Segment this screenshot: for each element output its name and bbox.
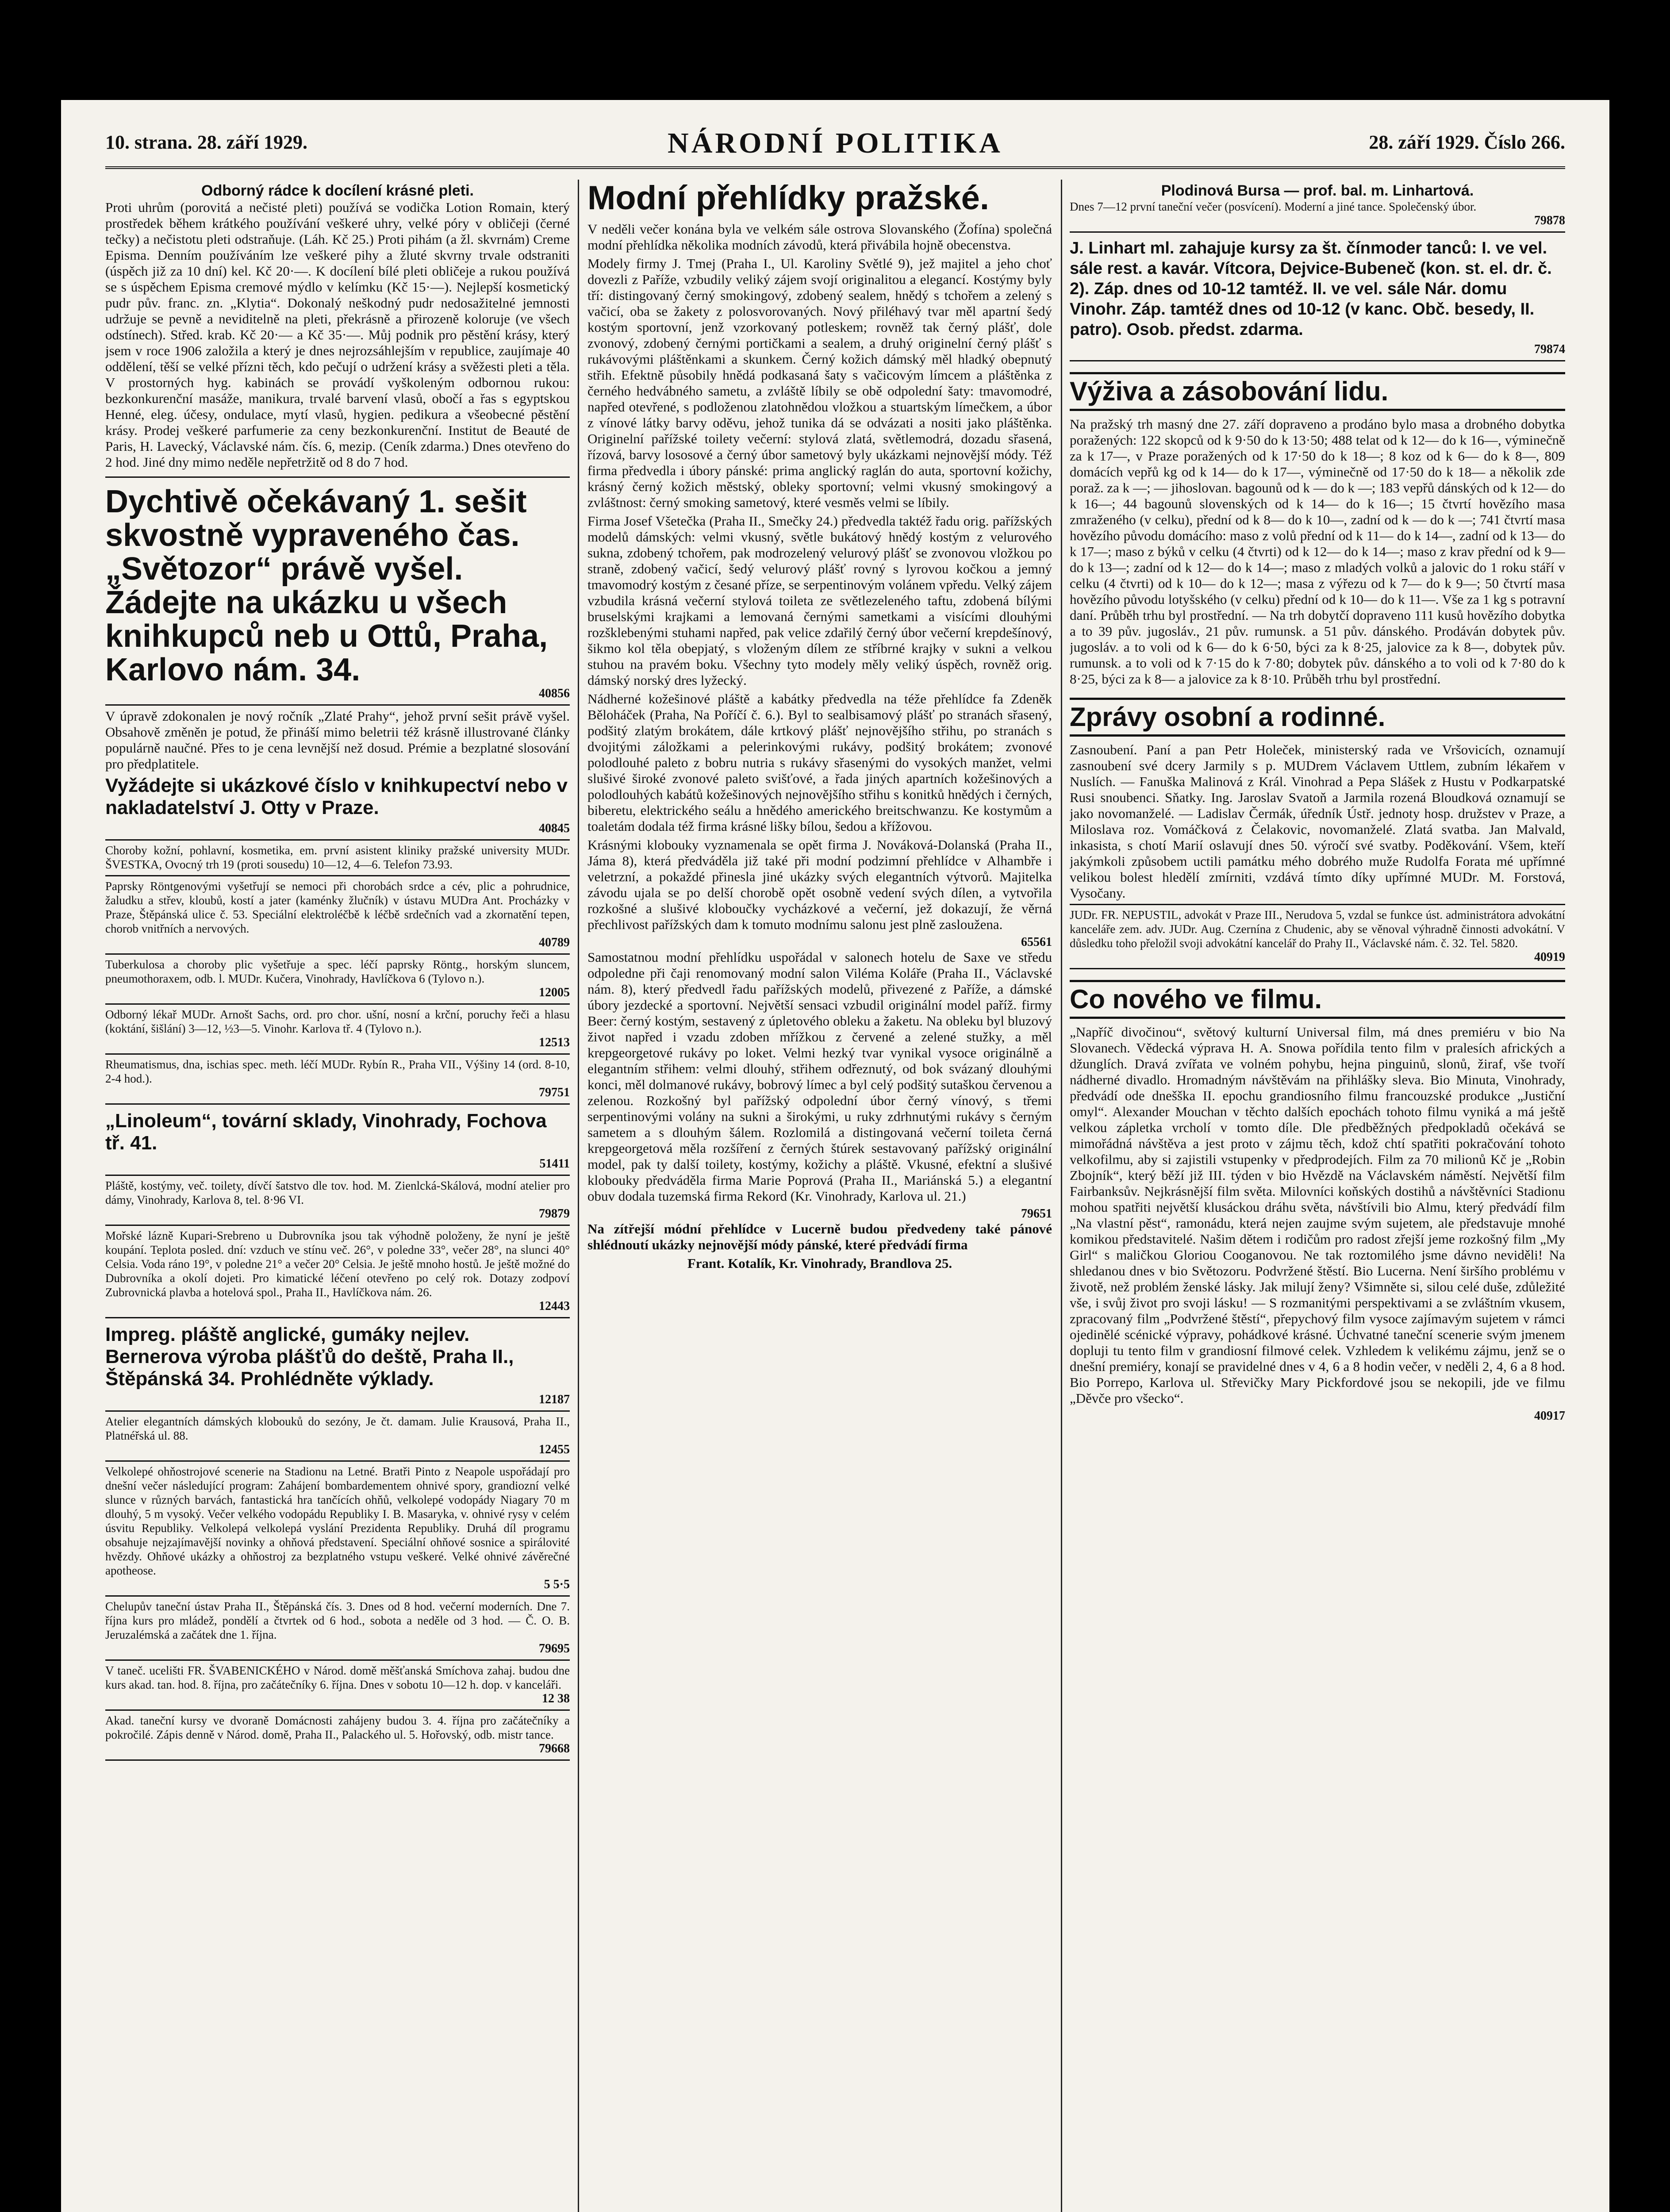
ad-text: V taneč. ucelišti FR. ŠVABENICKÉHO v Národ. domě měšťanská Smíchova zahaj. budou dne kurs akad. tan. hod. 8. října, pro začátečníky 6. října. Dnes v sobotu 10—12 h. dop. v kanceláři. — [105, 1664, 570, 1691]
ad-number: 12513 — [539, 1036, 570, 1049]
article-headline: Modní přehlídky pražské. — [587, 180, 989, 217]
ad-text: JUDr. FR. NEPUSTIL, advokát v Praze III., Nerudova 5, vzdal se funkce úst. administrátora advokátní kanceláře zem. adv. JUDr. Aug. Czernína z Chudenic, aby se věnoval výhradně činnosti advokátní. V důsledku toho přeložil svoji advokátní kancelář do Prahy II., Václavské nám. č. 32. Tel. 5820. — [1070, 908, 1565, 950]
ad-number: 79874 — [1534, 342, 1565, 356]
article-paragraph: Nádherné kožešinové pláště a kabátky předvedla na téže přehlídce fa Zdeněk Běloháček (Praha, Na Poříčí č. 6.). Byl to sealbisamový plášť po stranách sřasený, podšitý zlatým brokátem, dále krtkový plášť nejnovějšího střihu, po stranách s dvojitými záložkami a pelerinkovými rukávy, podšitý brokátem; zvonové polodlouhé paleto z bobru nutria s rukávy sřasenými do vysokých manžet, velmi slušivé široké zvonové paleto svišťové, a řada jiných apartních kožešinových a polodlouhých kabátů kožešinových nejnovějšího střihu s konitků hnědých i černých, biberetu, elektrického seálu a hnědého amerického breitschwanzu. Ke kostymům a toaletám dodala též firma krásné lišky bílou, šedou a křížovou. — [587, 691, 1052, 834]
ad-title: Odborný rádce k docílení krásné pleti. — [201, 182, 474, 199]
ad-sachs — [105, 1005, 570, 1055]
newspaper-page — [61, 100, 1609, 2212]
ad-text: Proti uhrům (porovitá a nečisté pleti) používá se vodička Lotion Romain, který prostředek během krátkého používání veškeré uhry, velké póry v obličeji (černé tečky) a nečistotu pleti odstraňuje. (Láh. Kč 25.) Proti pihám (a žl. skvrnám) Creme Episma. Denním používáním lze veškeré pihy a žluté skvrny trvale odstraniti (úspěch již za 10 dní) kel. Kč 20·—. K docílení bílé pleti obličeje a rukou používá se s úspěchem Episma cremové mýdlo v kelímku (Kč 15·—). Nejlepší kosmetický pudr pův. franc. zn. „Klytia“. Dokonalý neškodný pudr nedosažitelné jemnosti udržuje se pevně a neviditelně na pleti, překrásně a přirozeně koloruje (ve všech odstínech). Střed. krab. Kč 20·— a Kč 35·—. Můj podnik pro pěstění krásy, který jsem v roce 1906 založila a který je dnes nejrozsáhlejším v republice, zaujímaje 40 oddělení, těší se velké přízni těch, kdo pečují o udržení krásy a svěžesti pleti a těla. V prostorných hyg. kabinách se provádí vyškoleným odbornou rukou: bezkonkurenční masáže, manikura, trvalé barvení vlasů, obočí a řas s egyptskou Henné, eleg. účesy, ondulace, mytí vlasů, hygien. pedikura a všeobecné pěstění krásy. Prodej veškeré parfumerie za ceny bezkonkurenční. Institut de Beauté de Paris, H. Lavecký, Václavské nám. čís. 6, mezip. (Ceník zdarma.) Dnes otevřeno do 2 hod. Jiné dny mimo neděle nepřetržitě od 8 do 7 hod. — [105, 200, 570, 470]
column-fashion — [587, 180, 1052, 2212]
ad-nepustil — [1070, 904, 1565, 969]
ad-zlata-praha — [105, 706, 570, 841]
article-paragraph: V neděli večer konána byla ve velkém sále ostrova Slovanského (Žofína) společná modní přehlídka několika modních závodů, která přivábila hojně obecenstva. — [587, 221, 1052, 253]
ad-tuberkulosa — [105, 955, 570, 1005]
ad-number: 51411 — [539, 1157, 570, 1171]
ad-text: Paprsky Röntgenovými vyšetřují se nemoci při chorobách srdce a cév, plic a pohrudnice, žaludku a střev, kloubů, kostí a jater (kaménky žlučník) v ústavu MUDra Ant. Procházky v Praze, Štěpánská ulice č. 53. Speciální elektroléčbě k léčbě srdečních vad a zkornatění tepen, chorob vnitřních a nervových. — [105, 879, 570, 935]
section-text: Na pražský trh masný dne 27. září dopraveno a prodáno bylo masa a drobného dobytka poražených: 122 skopců od k 9·50 do k 13·50; 488 telat od k 12— do k 16—, výminečně za k 17—, v Praze poražených od k 17·50 do k 18—; 8 koz od k 6— do k 8—, 809 domácích vepřů kg od k 14— do k 17—, výminečně od 17·50 do k 18— a několik zde poraž. za k —; — jihoslovan. bagounů od k — do k —; 183 vepřů dánských od k 12— do k 16—; 44 bagounů slovenských od k 14— do k 16—; 15 čtvrtí hovězího masa zmraženého (v celku), přední od k 8— do k 10—, zadní od k — do k —; 741 čtvrtí masa hovězího původu domácího: maso z volů přední od k 11— do k 14—, zadní od k 13— do k 17—; maso z býků v celku (4 čtvrti) od k 12— do k 14—; maso z krav přední od k 9— do k 13—; zadní od k 12— do k 14—; maso z mladých volků a jalovic do 1 roku stáří v celku (4 čtvrti) od k 10— do k 12—; masa z výřezu od k 7— do k 9—; 50 čtvrtí masa hovězího původu lotyšského (v celku) přední od k 10— do k 11—. Vše za 1 kg s potravní daní. Průběh trhu byl prostřední. — Na trh dobytčí dopraveno 111 kusů hovězího dobytka a to 39 pův. jugosláv., 21 pův. rumunsk. a 51 pův. dánského. Prodáván dobytek pův. jugosláv. a to voli od k 6— do k 6·50, býci za k 8·25, jalovice za k 8—, dobytek pův. rumunsk. a to voli od k 7·15 do k 7·80; dobytek pův. dánského a to voli od k 7·80 do k 8·25, býci za k 8— a jalovice za k 8·10. Průběh trhu byl prostřední. — [1070, 416, 1565, 687]
section-heading-personal: Zprávy osobní a rodinné. — [1070, 698, 1565, 737]
ad-number: 12005 — [539, 986, 570, 999]
ad-doctor — [105, 841, 570, 876]
ad-number: 40789 — [539, 936, 570, 949]
article-number: 79651 — [1021, 1207, 1052, 1221]
ad-number: 12187 — [539, 1393, 570, 1406]
ad-text: Odborný lékař MUDr. Arnošt Sachs, ord. pro chor. ušní, nosní a krční, poruchy řeči a hlasu (koktání, šišlání) 3—12, ½3—5. Vinohr. Karlova tř. 4 (Tylovo n.). — [105, 1008, 570, 1035]
ad-text: Dnes 7—12 první taneční večer (posvícení). Moderní a jiné tance. Společenský úbor. — [1070, 200, 1477, 213]
masthead: NÁRODNÍ POLITIKA — [668, 127, 1003, 159]
ad-atelier — [105, 1412, 570, 1462]
ad-linhart — [1070, 233, 1565, 361]
ad-text: Tuberkulosa a choroby plic vyšetřuje a spec. léčí paprsky Röntg., horským sluncem, pneumothoraxem, odb. l. MUDr. Kučera, Vinohrady, Havlíčkova 6 (Tylovo n.). — [105, 958, 570, 985]
ad-text: Pláště, kostýmy, več. toilety, dívčí šatstvo dle tov. hod. M. Zienlcká-Skálová, modní atelier pro dámy, Vinohrady, Karlova 8, tel. 8·96 VI. — [105, 1179, 570, 1206]
ad-svetozor — [105, 478, 570, 706]
ad-number: 12443 — [539, 1299, 570, 1313]
ad-kupari — [105, 1226, 570, 1318]
section-heading-film: Co nového ve filmu. — [1070, 980, 1565, 1019]
ad-number: 79668 — [539, 1742, 570, 1755]
section-text: Zasnoubení. Paní a pan Petr Holeček, ministerský rada ve Vršovicích, oznamují zasnoubení své dcery Jarmily s p. MUDrem Václavem Uttlem, zubním lékařem v Nuslích. — Fanuška Malinová z Král. Vinohrad a Pepa Slášek z Hustu v Podkarpatské Rusi snoubenci. Sňatky. Ing. Jaroslav Svatoň a Jarmila rozená Bloudková oznamují se jako novomanželé. — Ladislav Čermák, úředník Ústř. jednoty hosp. družstev v Praze, a Miloslava roz. Vomáčková z Čelakovic, novomanželé. Zlatá svatba. Jan Malvald, inkasista, s chotí Marií oslavují dnes 50. výročí své svatby. Poděkování. Všem, kteří jakýmkoli způsobem uctili památku mého dobrého muže Rudolfa Forata mé upřímné velikou bolest hledělí zmírniti, vzdává tímto díky upřímné MUDr. M. Forstová, Vysočany. — [1070, 742, 1565, 901]
ad-bold: Vyžádejte si ukázkové číslo v knihkupectví nebo v nakladatelství J. Otty v Praze. — [105, 775, 568, 818]
article-number: 65561 — [1021, 935, 1052, 949]
ad-number: 79878 — [1534, 214, 1565, 227]
ad-text: V úpravě zdokonalen je nový ročník „Zlaté Prahy“, jehož první sešit právě vyšel. Obsahově změněn je potud, že přináší mimo beletrii též krásně illustrované články populárně naučné. Přes to je cena levnější než dosud. Prémie a bezplatné slosování pro předplatitele. — [105, 708, 570, 772]
section-number: 40917 — [1534, 1409, 1565, 1423]
ad-cosmetics — [105, 180, 570, 478]
ad-plodinova-bursa — [1070, 180, 1565, 233]
article-paragraph: Samostatnou modní přehlídku uspořádal v salonech hotelu de Saxe ve středu odpoledne při čaji renomovaný modní salon Viléma Koláře (Praha II., Václavské nám. 8), který předvedl řadu pařížských modelů, přivezené z Paříže, a dámské úbory jezdecké a sportovní. Největší sensaci vzbudil originální model paříž. firmy Beer: černý kostým, sestavený z úpletového obleku a žaketu. Na obleku byl bluzový život napřed i vzadu zdoben mřížkou z červené a zelené stužky, a měl krepgeorgetové rukávy po loket. Velmi hezký tvar vynikal vysoce originálně a elegantním střihem: velmi dlouhý, střihem odřeznutý, od bok svázaný dlouhými konci, měl dolmanové rukávy, bobrový límec a byl celý podšitý sutaškou červenou a zelenou. Rozkošný byl pařížský odpolední úbor černý vínový, s třemi serpentinovými volány na sukni a širokými, u ruky zdrhnutými rukávy s černým sametem a s dlouhým šálem. Rozlomilá a distingovaná večerní toileta černá krepgeorgetová měla rozšíření z černých štúrek sestavovaný pařížský originální model, pak ty další toilety, kostýmy, kožichy a pláště. Vkusné, efektní a slušivé klobouky předváděla firma Marie Poprová (Praha II., Mariánská 5.) a elegantní obuv dodala tuzemská firma Rekord (Kr. Vinohrady, Karlova ul. 21.) — [587, 949, 1052, 1204]
ad-rheumatismus — [105, 1055, 570, 1105]
ad-impreg — [105, 1318, 570, 1412]
column-rule — [578, 180, 579, 2212]
ad-headline: Dychtivě očekávaný 1. sešit skvostně vypraveného čas. „Světozor“ právě vyšel. Žádejte na ukázku u všech knihkupců neb u Ottů, Praha, Karlovo nám. 34. — [105, 484, 548, 687]
header-left: 10. strana. 28. září 1929. — [105, 131, 308, 153]
ad-bold: Impreg. pláště anglické, gumáky nejlev. Bernerova výroba plášťů do deště, Praha II., Štěpánská 34. Prohlédněte výklady. — [105, 1324, 514, 1390]
ad-chelupa — [105, 1597, 570, 1661]
ad-number: 79879 — [539, 1207, 570, 1221]
article-paragraph: Modely firmy J. Tmej (Praha I., Ul. Karoliny Světlé 9), jež majitel a jeho choť dovezli z Paříže, vzbudily veliký zájem svojí originalitou a elegancí. Kostýmy byly tří: distingovaný černý smokingový, zdobený sealem, hnědý s tchořem a zelený s vačicí, oba se žakety z polosvorovaných. Nový přiléhavý tvar měl apartní šedý kostým sportovní, jenž vzorkovaný potleskem; rovněž tak černý plášť, dole zvonový, zdobený černými portičkami a sealem, a druhý originelní černý plášť s rukávovými pláštěnkami a skunkem. Černý kožich dámský měl hladký obepnutý střih. Efektně působily hnědá podkasaná šaty s vačicovým límcem a pláštěnka z černého hedvábného sametu, a zvláště líbily se obě odpolední šaty: tmavomodré, napřed otevřené, s podloženou zlatohnědou vložkou a stuartským límečkem, a úbor z vínové látky barvy oděvu, jehož tunika dá se odvázati a nositi jako pláštěnka. Originelní pařížské toilety večerní: stylová zlatá, světlemodrá, dozadu sřasená, řízová, barvy lososové a černý úbor sametový byly ukázkami nejnovější módy. Též firma předvedla i úbory pánské: prima anglický raglán do auta, sportovní kožichy, krásný černý kožich městský, obleky sportovní; velmi vkusný smokingový a zvláštnost: černý smoking sametový, které vesměs velmi se líbily. — [587, 256, 1052, 510]
article-paragraph: Na zítřejší módní přehlídce v Lucerně budou předvedeny také pánové shlédnoutí ukázky nejnovější módy pánské, které předvádí firma — [587, 1221, 1052, 1252]
ad-plaste — [105, 1176, 570, 1226]
ad-text: Chelupův taneční ústav Praha II., Štěpánská čís. 3. Dnes od 8 hod. večerní moderních. Dne 7. října kurs pro mládež, pondělí a čtvrtek od 6 hod., sobota a neděle od 3 hod. — Č. O. B. Jeruzalémská a začátek dne 1. října. — [105, 1600, 570, 1641]
ad-svabenicky — [105, 1661, 570, 1711]
ad-number: 40856 — [539, 687, 570, 700]
ad-bold: J. Linhart ml. zahajuje kursy za št. čínmoder tanců: I. ve vel. sále rest. a kavár. Vítcora, Dejvice-Bubeneč (kon. st. el. dr. č. 2). Záp. dnes od 10-12 tamtéž. II. ve vel. sále Nár. domu Vinohr. Záp. tamtéž dnes od 10-12 (v kanc. Obč. besedy, II. patro). Osob. předst. zdarma. — [1070, 239, 1552, 339]
section-text: „Napříč divočinou“, světový kulturní Universal film, má dnes premiéru v bio Na Slovanech. Vědecká výprava H. A. Snowa pořídila tento film v pralesích afrických a džunglích. Dravá zvířata ve volném pohybu, hejna pinguinů, slonů, žiraf, vše tvoří nádherné divadlo. Hromadným návštěvám na přihlášky sleva. Bio Minuta, Vinohrady, předvádí ode dnešška II. epochu grandiosního filmu francouzské produkce „Justiční omyl“. Alexander Mouchan v těchto dalších epochách tohoto filmu vyniká a má ještě velkou zápletka vrcholí v tomto díle. Dle předběžných předpokladů očekává se mimořádná návštěva a jest proto v zájmu těch, kdož chtí spatřiti pokračování tohoto velkofilmu, aby si zajistili vstupenky v předprodejích. Film za 70 milionů Kč je „Robin Zbojník“, který běží již III. týden v bio Hvězdě na Václavském náměstí. Největší film Fairbanksův. Nejkrásnější film světa. Milovníci koňských dostihů a návštěvníci Stadionu mohou spatřiti největší klusáckou dráhu světa, návštívili bio Almu, který předvádí film „Na vlastní pěst“, ramonádu, která nejen zaujme svým sujetem, ale představuje mnohé komikou představitelé. Našim dětem i rodičům pro radost zřejší jeme rozkošný film „My Girl“ s maličkou Gloriou Cooganovou. Ne tak roztomilého jsme dávno neviděli! Na shledanou dnes v bio Světozoru. Podvržené štěstí. Bio Lucerna. Není širšího problému v životě, než problém ženské lásky. Jak milují ženy? Všimněte si, silou celé duše, zdůležité vše, i svůj život pro svoji lásku! — S rozmanitými perspektivami a se zvláštním vkusem, zpracovaný film „Podvržené štěstí“, přepychový film vysoce zajímavým sujetem v rámci ojedinělé scénické výpravy, pohádkové krásné. Úchvatné taneční scenerie svým jmenem dopluji tu tento film v grandiosní filmové celek. Vzhledem k velikému zájmu, jenž se o dnešní premiéry, konají se pravidelné dnes v 4, 6 a 8 hodin večer, v neděli 2, 4, 6 a 8 hod. Bio Porrepo, Karlova ul. Střevičky Mary Pickfordové jsou se nekopili, jde ve filmu „Děvče pro všecko“. — [1070, 1024, 1565, 1406]
article-paragraph: Krásnými klobouky vyznamenala se opět firma J. Nováková-Dolanská (Praha II., Jáma 8), která předváděla již také při modní podzimní přehlídce v Alhambře i veletrzní, a pokaždé přinesla jiné ukázky svých elegantních výtvorů. Majitelka závodu ujala se po delší chorobě opět osobně vedení svých dílen, a vytvořila rozkošné a slušivé kloboučky vycházkové a večerní, jež dokazují, že věrná přechlivost pařížských dam k tomuto modnímu salonu jest plně zasloužena. — [587, 837, 1052, 932]
ad-number: 12455 — [539, 1443, 570, 1456]
ad-text: Rheumatismus, dna, ischias spec. meth. léčí MUDr. Rybín R., Praha VII., Výšiny 14 (ord. 8-10, 2-4 hod.). — [105, 1058, 570, 1085]
ad-text: Choroby kožní, pohlavní, kosmetika, em. první asistent kliniky pražské university MUDr. ŠVESTKA, Ovocný trh 19 (proti sousedu) 10—12, 4—6. Telefon 73.93. — [105, 844, 570, 871]
ad-linoleum — [105, 1105, 570, 1176]
ad-rontgen — [105, 876, 570, 955]
ad-number: 40845 — [539, 822, 570, 835]
page-header — [105, 127, 1565, 169]
ad-number: 40919 — [1534, 950, 1565, 964]
ad-number: 5 5·5 — [544, 1578, 570, 1591]
header-right: 28. září 1929. Číslo 266. — [1369, 131, 1565, 153]
ad-text: Mořské lázně Kupari-Srebreno u Dubrovníka jsou tak výhodně položeny, že nyní je ještě koupání. Teplota posled. dní: vzduch ve stínu več. 26°, v poledne 33°, večer 28°, na slunci 40° Celsia. Voda ráno 19°, v poledne 21° a večer 20° Celsia. Je ještě mnoho hostů. Je ještě možné do Dubrovníka a okolí dojeti. Pro kimatické léčení otevřeno po celý rok. Dotazy zodpoví Zubrovnická plavba a hotelová spol., Praha II., Havlíčkova nám. 26. — [105, 1229, 570, 1299]
column-news — [1070, 180, 1565, 2212]
ad-number: 79751 — [539, 1086, 570, 1099]
ad-text: Atelier elegantních dámských klobouků do sezóny, Je čt. damam. Julie Krausová, Praha II., Platnéřská ul. 88. — [105, 1415, 570, 1442]
column-rule — [1061, 180, 1062, 2212]
ad-text: Velkolepé ohňostrojové scenerie na Stadionu na Letné. Bratři Pinto z Neapole uspořádají pro dnešní večer následující program: Zahájení bombardementem ohnivé spory, grandiozní velké sluncе v různých barvách, fantastická hra tančících ohňů, velkolepé vodopády Niagary 70 m dlouhý, 5 m vysoký. Večer velkého vodopádu Republiky I. B. Masaryka, v. ohnivé rysy v celém úsvitu Republiky. Velkolepá velkolepá vyslání Prezidenta Republiky. Druhá díl programu obsahuje nejzajímavější novinky a ohňová představení. Speciální ohňové sosnice a spirálovité hvězdy. Ohňové ukázky a ohňostroj za bezplatného vstupu veškeré. Velké ohnivé závěrečné apotheose. — [105, 1465, 570, 1577]
ad-dance-courses — [105, 1711, 570, 1761]
article-paragraph: Frant. Kotalík, Kr. Vinohrady, Brandlova 25. — [687, 1256, 952, 1271]
ad-number: 12 38 — [542, 1692, 570, 1705]
section-heading-food: Výživa a zásobování lidu. — [1070, 372, 1565, 411]
ad-text: Akad. taneční kursy ve dvoraně Domácnosti zahájeny budou 3. 4. října pro začátečníky a pokročilé. Zápis denně v Národ. domě, Praha II., Palackého ul. 5. Hořovský, odb. mistr tance. — [105, 1714, 570, 1741]
ad-number: 79695 — [539, 1642, 570, 1655]
ad-title: Plodinová Bursa — prof. bal. m. Linhartová. — [1161, 182, 1474, 199]
column-ads — [105, 180, 570, 2212]
ad-fireworks — [105, 1462, 570, 1597]
ad-bold: „Linoleum“, tovární sklady, Vinohrady, Fochova tř. 41. — [105, 1110, 547, 1154]
article-paragraph: Firma Josef Všetečka (Praha II., Smečky 24.) předvedla taktéž řadu orig. pařížských modelů dámských: velmi vkusný, světle bukátový hnědý kostým z velurového sukna, zdobený tchořem, pak modrozelený velurový plášť se zvonovou vložkou po straně, zdobený vačicí, šedý velurový plášť rovný s lyrovou kočkou a jemný tmavomodrý kostým z česané příze, se serpentinovým volánem vpředu. Velký zájem vzbudila krásná večerní stylová toileta ze světlezeleného taftu, zdobená bílými bruselskými krajkami a lemovaná černými sametkami a visícími dlouhými rozšklebenými stuhami napřed, pak velice zdařilý černý úbor večerní krepdešínový, šikmo kol těla obepjatý, s vloženým dílem ze stříbrné krajky v sukni a velkou stuhou na pravém boku. Všechny tyto modely měly veliký úspěch, rovněž orig. dámský norský dres lyžecký. — [587, 513, 1052, 688]
